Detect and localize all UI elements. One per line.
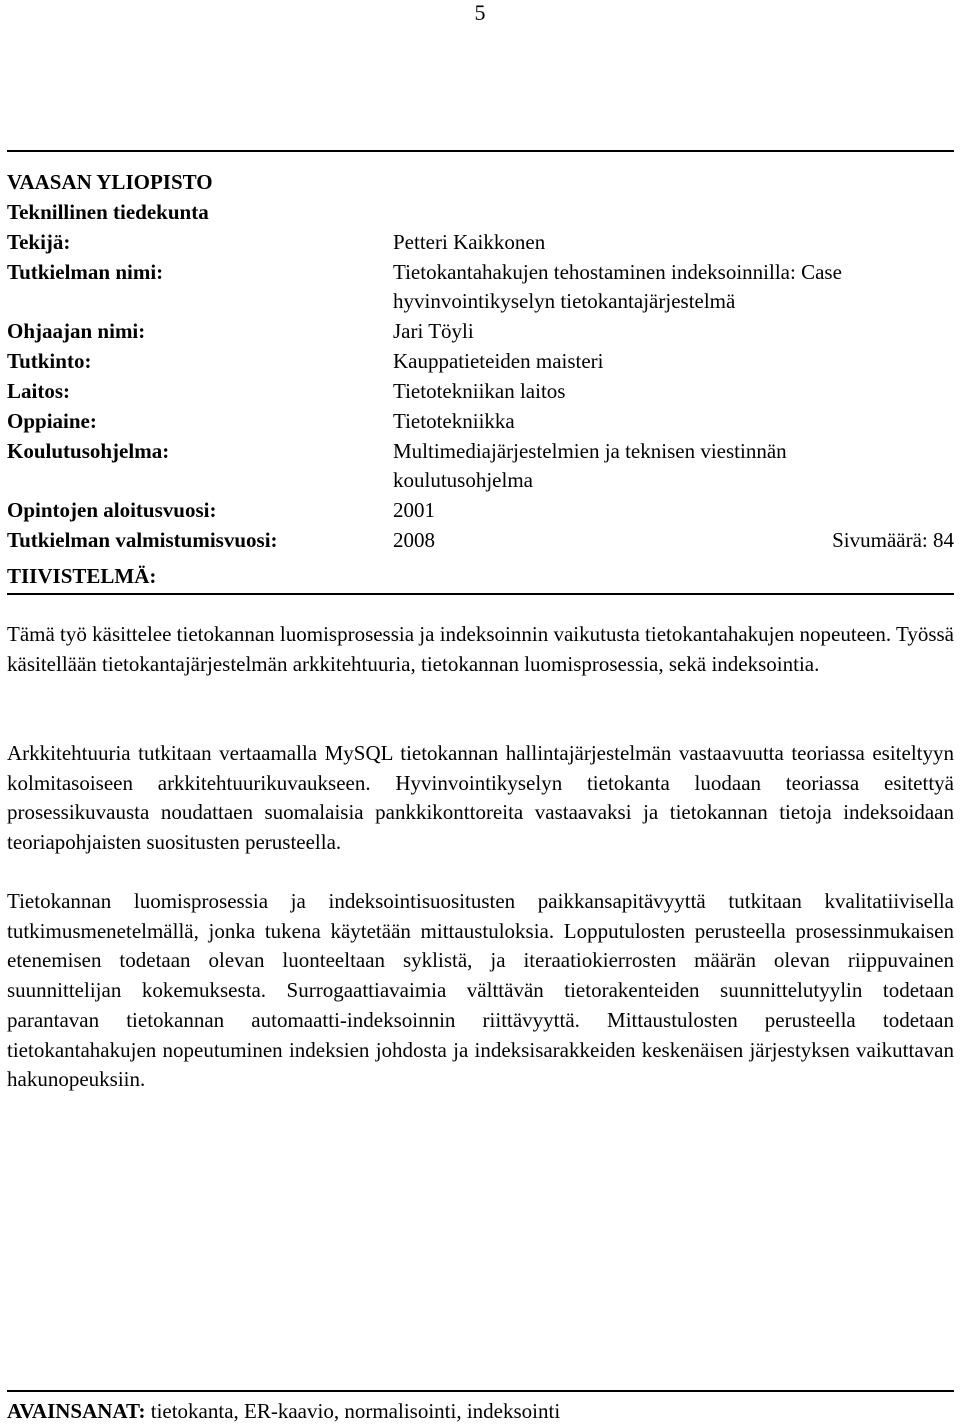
department-value: Tietotekniikan laitos [393,379,566,403]
department-label: Laitos: [7,379,70,403]
programme-value-line2: koulutusohjelma [393,468,533,492]
page-number: 5 [474,0,486,25]
abstract-paragraph-1: Tämä työ käsittelee tietokannan luomisprosessia ja indeksoinnin vaikutusta tietokantahakujen nopeuteen. Työssä käsitellään tietokantajärjestelmän arkkitehtuuria, tietokannan luomisprosessia, sekä indeksointia. [7,622,954,676]
start-year-label: Opintojen aloitusvuosi: [7,498,217,522]
keywords-value: tietokanta, ER-kaavio, normalisointi, indeksointi [145,1399,561,1423]
keywords-label: AVAINSANAT: [7,1399,146,1423]
degree-value: Kauppatieteiden maisteri [393,349,604,373]
university-name: VAASAN YLIOPISTO [7,170,213,194]
title-value-line2: hyvinvointikyselyn tietokantajärjestelmä [393,289,736,313]
degree-label: Tutkinto: [7,349,92,373]
supervisor-value: Jari Töyli [393,319,474,343]
title-value-line1: Tietokantahakujen tehostaminen indeksoinnilla: Case [393,260,842,284]
bottom-rule [7,1390,954,1392]
abstract-heading: TIIVISTELMÄ: [7,564,157,588]
title-label: Tutkielman nimi: [7,260,164,284]
author-label: Tekijä: [7,230,71,254]
author-value: Petteri Kaikkonen [393,230,546,254]
keywords [7,1397,560,1427]
programme-label: Koulutusohjelma: [7,439,170,463]
major-value: Tietotekniikka [393,409,515,433]
start-year-value: 2001 [393,498,435,522]
supervisor-label: Ohjaajan nimi: [7,319,146,343]
completion-year-value: 2008 [393,528,435,552]
abstract-rule [7,593,954,595]
major-label: Oppiaine: [7,409,97,433]
programme-value-line1: Multimediajärjestelmien ja teknisen viestinnän [393,439,787,463]
faculty-name: Teknillinen tiedekunta [7,200,209,224]
abstract-paragraph-3: Tietokannan luomisprosessia ja indeksointisuositusten paikkansapitävyyttä tutkitaan kvalitatiivisella tutkimusmenetelmällä, jonka tukena käytetään mittaustuloksia. Lopputulosten perusteella prosessinmukaisen etenemisen todetaan olevan luonteeltaan syklistä, ja iteraatiokierrosten määrän olevan riippuvainen suunnittelijan kokemuksesta. Surrogaattiavaimia välttävän tietorakenteiden suunnittelutyylin todetaan parantavan tietokannan automaatti-indeksoinnin riittävyyttä. Mittaustulosten perusteella todetaan tietokantahakujen nopeutuminen indeksien johdosta ja indeksisarakkeiden keskenäisen järjestyksen vaikuttavan hakunopeuksiin. [7,889,954,1092]
completion-year-label: Tutkielman valmistumisvuosi: [7,528,278,552]
top-rule [7,150,954,152]
abstract-paragraph-2: Arkkitehtuuria tutkitaan vertaamalla MySQL tietokannan hallintajärjestelmän vastaavuutta teoriassa esiteltyyn kolmitasoiseen arkkitehtuurikuvaukseen. Hyvinvointikyselyn tietokanta luodaan teoriassa esitettyä prosessikuvausta noudattaen suomalaisia pankkikonttoreita vastaavaksi ja tietokannan tietoja indeksoidaan teoriapohjaisten suositusten perusteella. [7,741,954,855]
page-count: Sivumäärä: 84 [832,528,954,552]
